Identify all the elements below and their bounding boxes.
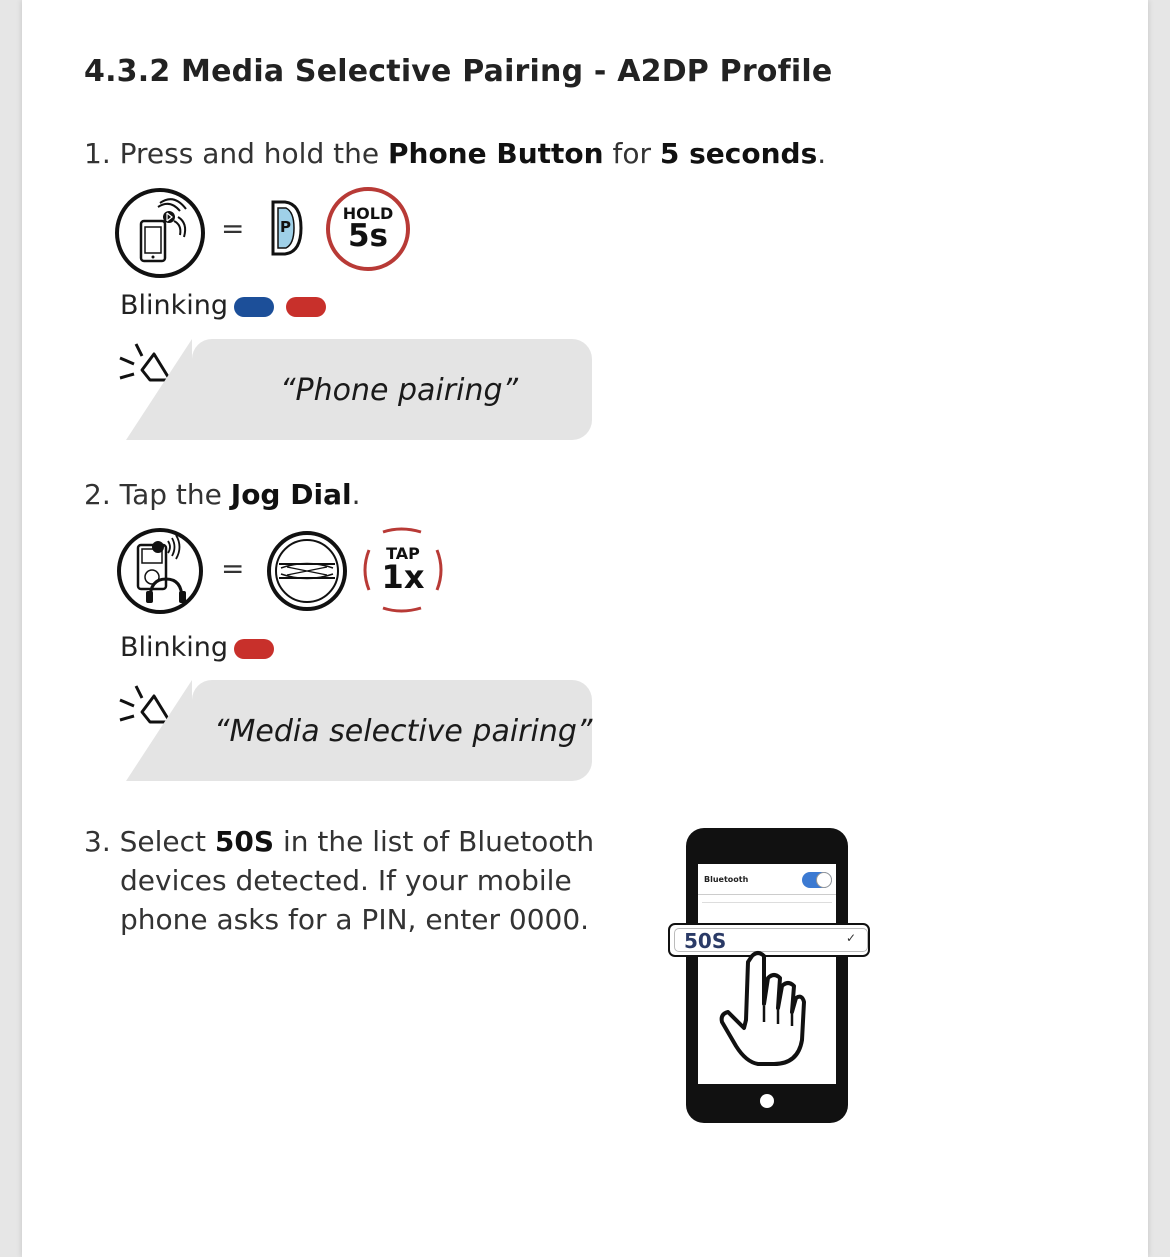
voice-prompt-bubble-1 [192, 339, 592, 440]
tap-label: TAP [386, 544, 420, 563]
equals-sign-1: = [221, 212, 245, 245]
step-1-number: 1. [84, 137, 120, 170]
step-1-bold-button: Phone Button [387, 137, 604, 170]
section-heading: 4.3.2 Media Selective Pairing - A2DP Profile [84, 54, 833, 89]
step-1-text-c: . [817, 137, 827, 170]
step-3-number: 3. [84, 825, 120, 858]
led-red-2 [234, 639, 274, 659]
step-2-text-a: Tap the [119, 478, 231, 511]
checkmark-icon: ✓ [846, 931, 857, 945]
step-3-text-a: Select [119, 825, 215, 858]
manual-page [22, 0, 1148, 1257]
step-3-text-b: in the list of Bluetooth [274, 825, 595, 858]
step-3-instruction-line-1 [84, 822, 594, 861]
step-1-text-a: Press and hold the [119, 137, 388, 170]
step-3-bold-device: 50S [214, 825, 275, 858]
blinking-label-2: Blinking [120, 632, 229, 663]
hold-badge [325, 186, 411, 272]
step-3-instruction-line-2: devices detected. If your mobile [120, 864, 572, 897]
step-2-number: 2. [84, 478, 120, 511]
step-2-bold-dial: Jog Dial [230, 478, 352, 511]
device-name: 50S [684, 929, 727, 953]
step-2-instruction [84, 475, 360, 514]
home-button [760, 1094, 774, 1108]
voice-prompt-2: “Media selective pairing” [214, 714, 593, 749]
bluetooth-setting-label: Bluetooth [704, 875, 749, 884]
led-red [286, 297, 326, 317]
step-1-text-b: for [603, 137, 660, 170]
led-blue [234, 297, 274, 317]
bluetooth-toggle [802, 872, 832, 888]
step-1-bold-duration: 5 seconds [659, 137, 818, 170]
phone-button-icon [269, 198, 305, 258]
phone-bluetooth-icon [114, 187, 206, 279]
phone-button-letter: P [280, 218, 291, 236]
media-player-icon [114, 527, 206, 615]
hold-label: HOLD [342, 204, 394, 223]
step-2-text-b: . [351, 478, 361, 511]
jog-dial-icon [265, 529, 349, 613]
tap-count: 1x [381, 558, 425, 596]
blinking-label-1: Blinking [120, 290, 229, 321]
hand-pointer-icon [716, 950, 808, 1068]
equals-sign-2: = [221, 552, 245, 585]
voice-prompt-1: “Phone pairing” [280, 373, 519, 408]
step-1-instruction [84, 134, 826, 173]
hold-duration: 5s [347, 218, 389, 254]
voice-prompt-bubble-2 [192, 680, 592, 781]
tap-badge [355, 524, 451, 616]
step-3-instruction-line-3: phone asks for a PIN, enter 0000. [120, 903, 590, 936]
